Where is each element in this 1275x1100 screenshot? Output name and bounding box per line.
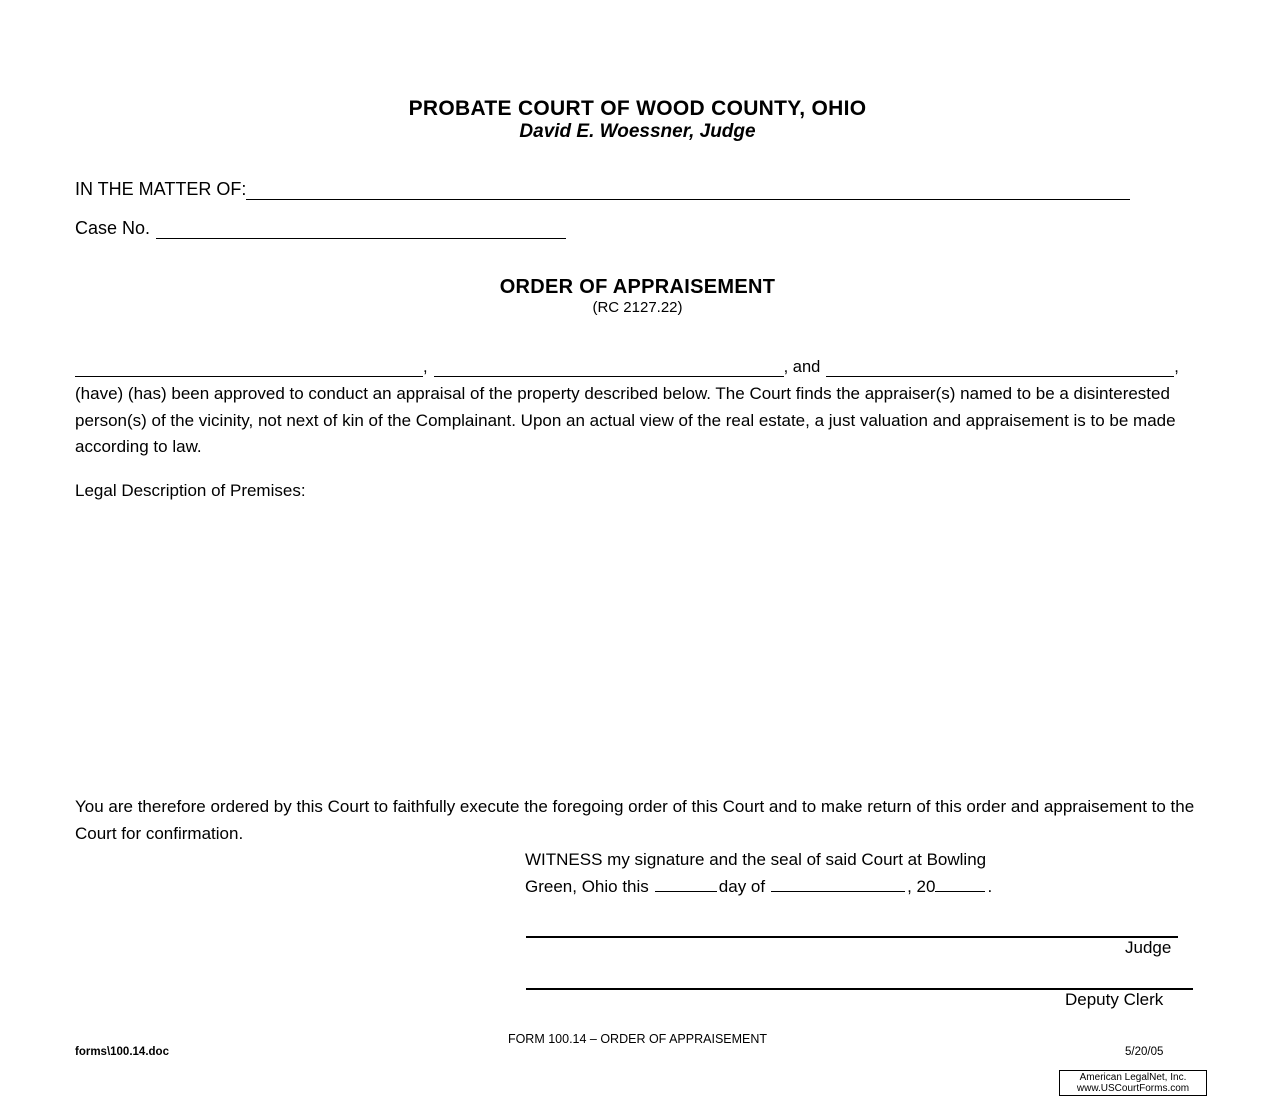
vendor-stamp	[1059, 1070, 1207, 1096]
matter-row	[75, 179, 1130, 200]
order-title: ORDER OF APPRAISEMENT	[499, 276, 776, 298]
file-reference: forms\100.14.doc	[75, 1046, 169, 1058]
deputy-clerk-label: Deputy Clerk	[1065, 990, 1164, 1009]
witness-block	[525, 847, 1195, 900]
legal-description-label: Legal Description of Premises:	[75, 481, 306, 500]
witness-text: Green, Ohio this	[525, 876, 649, 896]
appraiser-1-field[interactable]	[75, 359, 423, 377]
month-field[interactable]	[771, 876, 905, 892]
appraiser-separator: , and	[783, 358, 821, 376]
appraiser-separator: ,	[423, 358, 428, 376]
judge-name: David E. Woessner, Judge	[519, 121, 756, 142]
case-row	[75, 218, 566, 239]
matter-field[interactable]	[246, 182, 1130, 200]
witness-text: day of	[718, 876, 766, 896]
legal-description-area[interactable]	[75, 515, 1195, 785]
witness-text: .	[987, 876, 993, 896]
judge-signature-line[interactable]	[526, 936, 1178, 938]
statute-reference: (RC 2127.22)	[592, 299, 683, 316]
witness-text: , 20	[907, 876, 936, 896]
revision-date: 5/20/05	[1125, 1046, 1164, 1058]
approval-paragraph: (have) (has) been approved to conduct an appraisal of the property described below. The Court finds the appraiser(s) named to be a disinterested person(s) of the vicinity, not next of kin of the Complainant. Upon an actual view of the real estate, a just valuation and appraisement is to be made according to law.	[75, 384, 1176, 456]
appraiser-3-field[interactable]	[826, 359, 1174, 377]
witness-line-1: WITNESS my signature and the seal of said Court at Bowling	[525, 850, 987, 869]
appraiser-2-field[interactable]	[434, 359, 784, 377]
judge-label: Judge	[1125, 938, 1172, 957]
form-footer-title: FORM 100.14 – ORDER OF APPRAISEMENT	[507, 1032, 768, 1046]
year-field[interactable]	[935, 876, 985, 892]
witness-line-2	[525, 874, 1195, 901]
appraisers-row	[75, 358, 1179, 377]
vendor-url: www.USCourtForms.com	[1076, 1083, 1190, 1094]
order-paragraph: You are therefore ordered by this Court to faithfully execute the foregoing order of this Court and to make return of this order and appraisement to the Court for confirmation.	[75, 797, 1195, 843]
matter-label: IN THE MATTER OF:	[75, 179, 247, 199]
day-field[interactable]	[655, 876, 717, 892]
appraiser-separator: ,	[1174, 358, 1179, 376]
court-title: PROBATE COURT OF WOOD COUNTY, OHIO	[408, 97, 867, 120]
vendor-name: American LegalNet, Inc.	[1079, 1072, 1187, 1083]
case-label: Case No.	[75, 218, 151, 238]
case-number-field[interactable]	[156, 221, 566, 239]
